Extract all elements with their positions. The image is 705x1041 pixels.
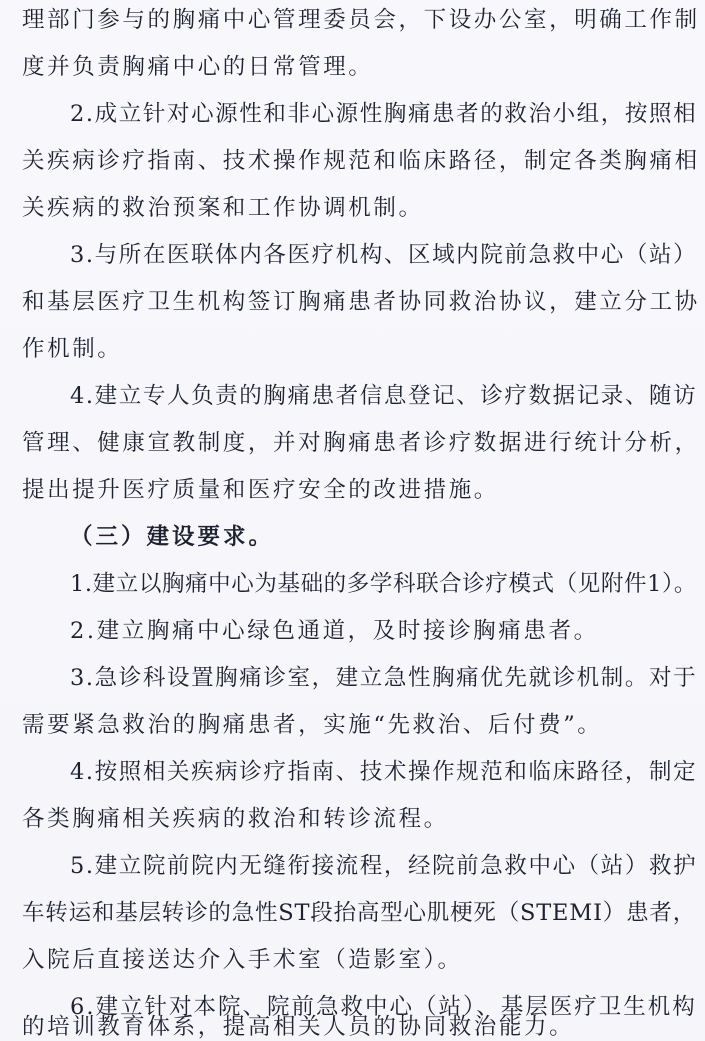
text-line-2: 度并负责胸痛中心的日常管理。 bbox=[22, 54, 374, 80]
text-line-7: 和基层医疗卫生机构签订胸痛患者协同救治协议，建立分工协 bbox=[22, 289, 700, 315]
text-line-14: 2.建立胸痛中心绿色通道，及时接诊胸痛患者。 bbox=[70, 618, 599, 644]
text-line-19: 5.建立院前院内无缝衔接流程，经院前急救中心（站）救护 bbox=[70, 853, 698, 879]
text-line-22: 6.建立针对本院、院前急救中心（站）、基层医疗卫生机构 bbox=[70, 994, 697, 1020]
text-line-15: 3.急诊科设置胸痛诊室，建立急性胸痛优先就诊机制。对于 bbox=[70, 665, 698, 691]
text-line-21: 入院后直接送达介入手术室（造影室）。 bbox=[22, 947, 463, 973]
text-line-8: 作机制。 bbox=[22, 336, 123, 362]
text-line-13: 1.建立以胸痛中心为基础的多学科联合诊疗模式（见附件1）。 bbox=[70, 571, 697, 597]
text-line-3: 2.成立针对心源性和非心源性胸痛患者的救治小组，按照相 bbox=[70, 101, 698, 127]
text-line-5: 关疾病的救治预案和工作协调机制。 bbox=[22, 195, 424, 221]
text-line-4: 关疾病诊疗指南、技术操作规范和临床路径，制定各类胸痛相 bbox=[22, 148, 700, 174]
text-line-17: 4.按照相关疾病诊疗指南、技术操作规范和临床路径，制定 bbox=[70, 759, 698, 785]
text-line-10: 管理、健康宣教制度，并对胸痛患者诊疗数据进行统计分析， bbox=[22, 430, 700, 456]
text-line-20: 车转运和基层转诊的急性ST段抬高型心肌梗死（STEMI）患者， bbox=[22, 900, 696, 926]
text-line-9: 4.建立专人负责的胸痛患者信息登记、诊疗数据记录、随访 bbox=[70, 383, 698, 409]
text-line-18: 各类胸痛相关疾病的救治和转诊流程。 bbox=[22, 806, 449, 832]
text-line-11: 提出提升医疗质量和医疗安全的改进措施。 bbox=[22, 477, 499, 503]
text-line-1: 理部门参与的胸痛中心管理委员会，下设办公室，明确工作制 bbox=[22, 7, 700, 33]
text-line-6: 3.与所在医联体内各医疗机构、区域内院前急救中心（站） bbox=[70, 242, 698, 268]
section-heading: （三）建设要求。 bbox=[70, 524, 275, 550]
text-line-23: 的培训教育体系，提高相关人员的协同救治能力。 bbox=[22, 1014, 575, 1040]
text-line-16: 需要紧急救治的胸痛患者，实施“先救治、后付费”。 bbox=[22, 712, 603, 738]
